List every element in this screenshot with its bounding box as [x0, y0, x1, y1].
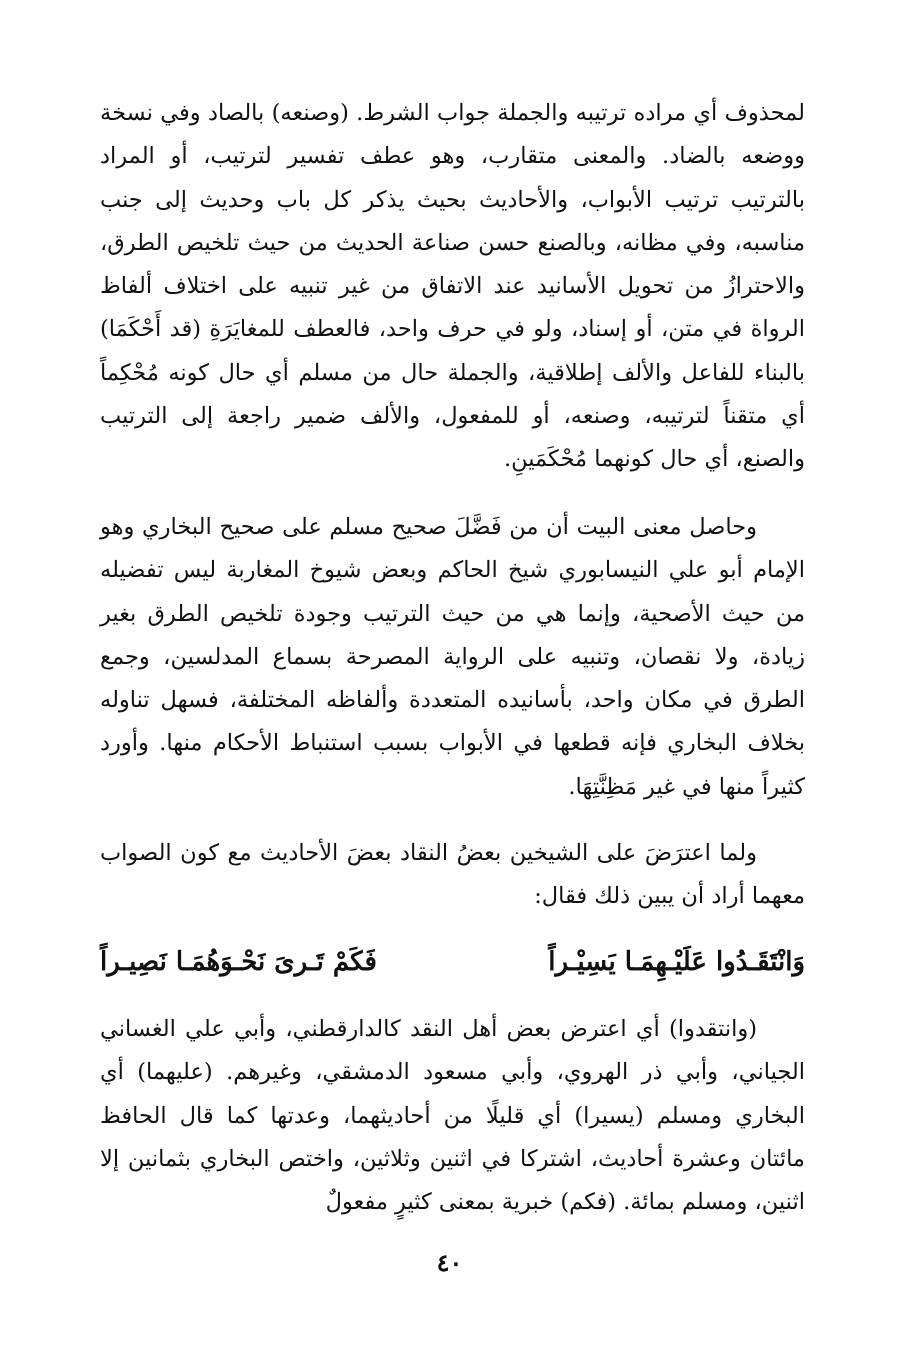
paragraph-text: (وانتقدوا) أي اعترض بعض أهل النقد كالدارقطني، وأبي علي الغساني الجياني، وأبي ذر الهروي، وأبي مسعود الدمشقي، وغيرهم. (عليهما) أي البخاري ومسلم (يسيرا) أي قليلًا من أحاديثهما، وعدتها كما قال الحافظ مائتان وعشرة أحاديث، اشتركا في اثنين وثلاثين، واختص البخاري بثمانين إلا اثنين، ومسلم بمائة. (فكم) خبرية بمعنى كثيرٍ مفعولٌ [100, 1016, 805, 1216]
paragraph-text: لمحذوف أي مراده ترتيبه والجملة جواب الشرط. (وصنعه) بالصاد وفي نسخة ووضعه بالضاد. والمعنى متقارب، وهو عطف تفسير لترتيب، أو المراد بالترتيب ترتيب الأبواب، والأحاديث بحيث يذكر كل باب وحديث إلى جنب مناسبه، وفي مظانه، وبالصنع حسن صناعة الحديث من حيث تلخيص الطرق، والاحترازُ من تحويل الأسانيد عند الاتفاق من غير تنبيه على اختلاف ألفاظ الرواة في متن، أو إسناد، ولو في حرف واحد، فالعطف للمغايَرَةِ (قد أَحْكَمَا) بالبناء للفاعل والألف إطلاقية، والجملة حال من مسلم أي حال كونه مُحْكِماً أي متقناً لترتيبه، وصنعه، أو للمفعول، والألف ضمير راجعة إلى الترتيب والصنع، أي حال كونهما مُحْكَمَينِ. [100, 100, 805, 473]
poem-verse [100, 938, 805, 986]
paragraph-text: ولما اعترَضَ على الشيخين بعضُ النقاد بعضَ الأحاديث مع كون الصواب معهما أراد أن يبين ذلك فقال: [100, 840, 805, 910]
commentary-paragraph-1 [100, 92, 805, 482]
commentary-paragraph-3 [100, 832, 805, 919]
paragraph-text: وحاصل معنى البيت أن من فَضَّلَ صحيح مسلم على صحيح البخاري وهو الإمام أبو علي النيسابوري شيخ الحاكم وبعض شيوخ المغاربة ليس تفضيله من حيث الأصحية، وإنما هي من حيث الترتيب وجودة تلخيص الطرق بغير زيادة، ولا نقصان، وتنبيه على الرواية المصرحة بسماع المدلسين، وجمع الطرق في مكان واحد، بأسانيده المتعددة وألفاظه المختلفة، فسهل تناوله بخلاف البخاري فإنه قطعها في الأبواب بسبب استنباط الأحكام منها. وأورد كثيراً منها في غير مَظِنَّتِهَا. [100, 514, 805, 800]
page-number: ٤٠ [436, 1248, 463, 1277]
verse-first-hemistich: وَانْتَقَـدُوا عَلَيْـهِمَـا يَسِيْـراً [548, 947, 805, 977]
verse-second-hemistich: فَكَمْ تَـرىَ نَحْـوَهُمَـا نَصِيـراً [100, 947, 377, 977]
commentary-paragraph-4 [100, 1008, 805, 1224]
commentary-paragraph-2 [100, 506, 805, 809]
